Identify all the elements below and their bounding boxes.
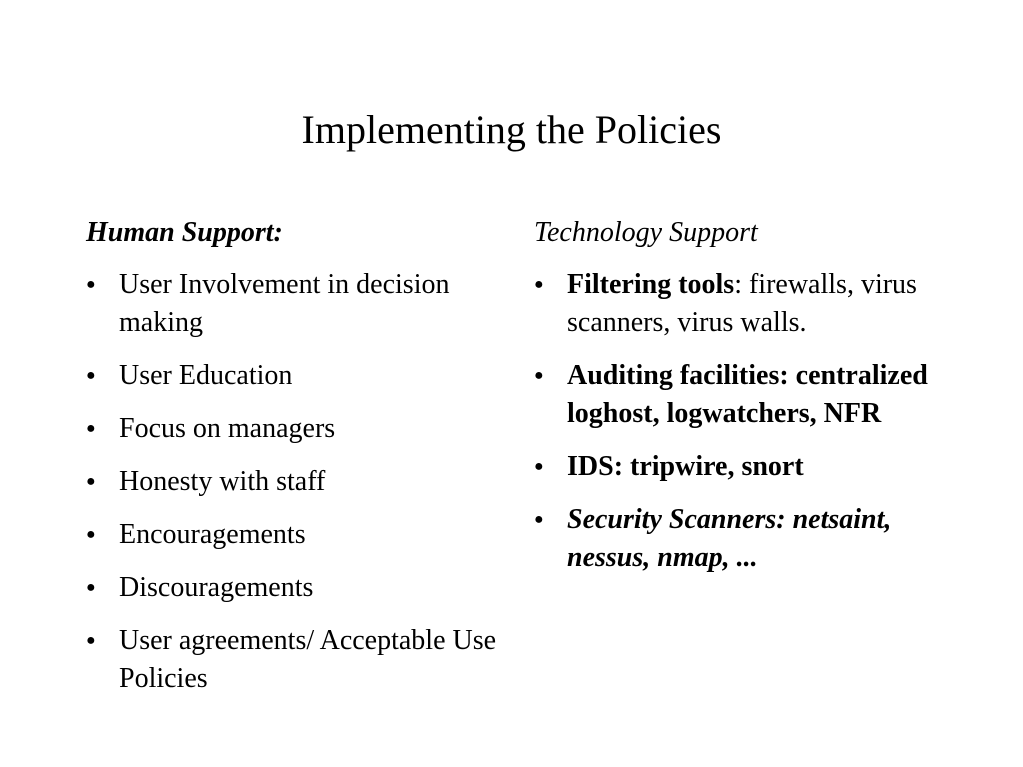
list-item <box>86 516 506 554</box>
list-item-lead: IDS: tripwire, snort <box>567 451 804 482</box>
list-item-lead: Filtering tools <box>567 269 735 300</box>
bullet-icon: ● <box>86 473 96 490</box>
list-item <box>86 622 506 698</box>
bullet-icon: ● <box>86 579 96 596</box>
list-item-text: User Education <box>119 360 293 391</box>
list-item-text: Honesty with staff <box>119 466 326 497</box>
list-item-text: Discouragements <box>119 572 314 603</box>
bullet-icon: ● <box>534 511 544 528</box>
list-item <box>534 357 954 433</box>
list-item <box>534 501 954 577</box>
list-item-text: Encouragements <box>119 519 306 550</box>
bullet-icon: ● <box>86 526 96 543</box>
list-item-text: User agreements/ Acceptable Use Policies <box>119 625 497 694</box>
slide-title: Implementing the Policies <box>301 107 722 152</box>
list-item-lead: Auditing facilities: centralized loghost, logwatchers, NFR <box>567 360 928 429</box>
human-support-column <box>86 214 506 713</box>
list-item <box>86 357 506 395</box>
bullet-icon: ● <box>86 367 96 384</box>
list-item-text: User Involvement in decision making <box>119 269 450 338</box>
list-item <box>86 266 506 342</box>
list-item <box>534 266 954 342</box>
technology-support-heading: Technology Support <box>534 217 758 248</box>
bullet-icon: ● <box>86 420 96 437</box>
list-item <box>86 463 506 501</box>
technology-support-list <box>534 266 954 577</box>
bullet-icon: ● <box>534 276 544 293</box>
list-item <box>534 448 954 486</box>
bullet-icon: ● <box>86 632 96 649</box>
list-item-lead: Security Scanners: netsaint, nessus, nmap, ... <box>567 504 892 573</box>
bullet-icon: ● <box>534 458 544 475</box>
list-item <box>86 410 506 448</box>
technology-support-column <box>534 214 954 592</box>
list-item-text: Focus on managers <box>119 413 336 444</box>
bullet-icon: ● <box>86 276 96 293</box>
bullet-icon: ● <box>534 367 544 384</box>
list-item-text: : firewalls, virus scanners, virus walls. <box>567 269 917 338</box>
human-support-heading: Human Support: <box>86 217 283 248</box>
human-support-list <box>86 266 506 698</box>
list-item <box>86 569 506 607</box>
